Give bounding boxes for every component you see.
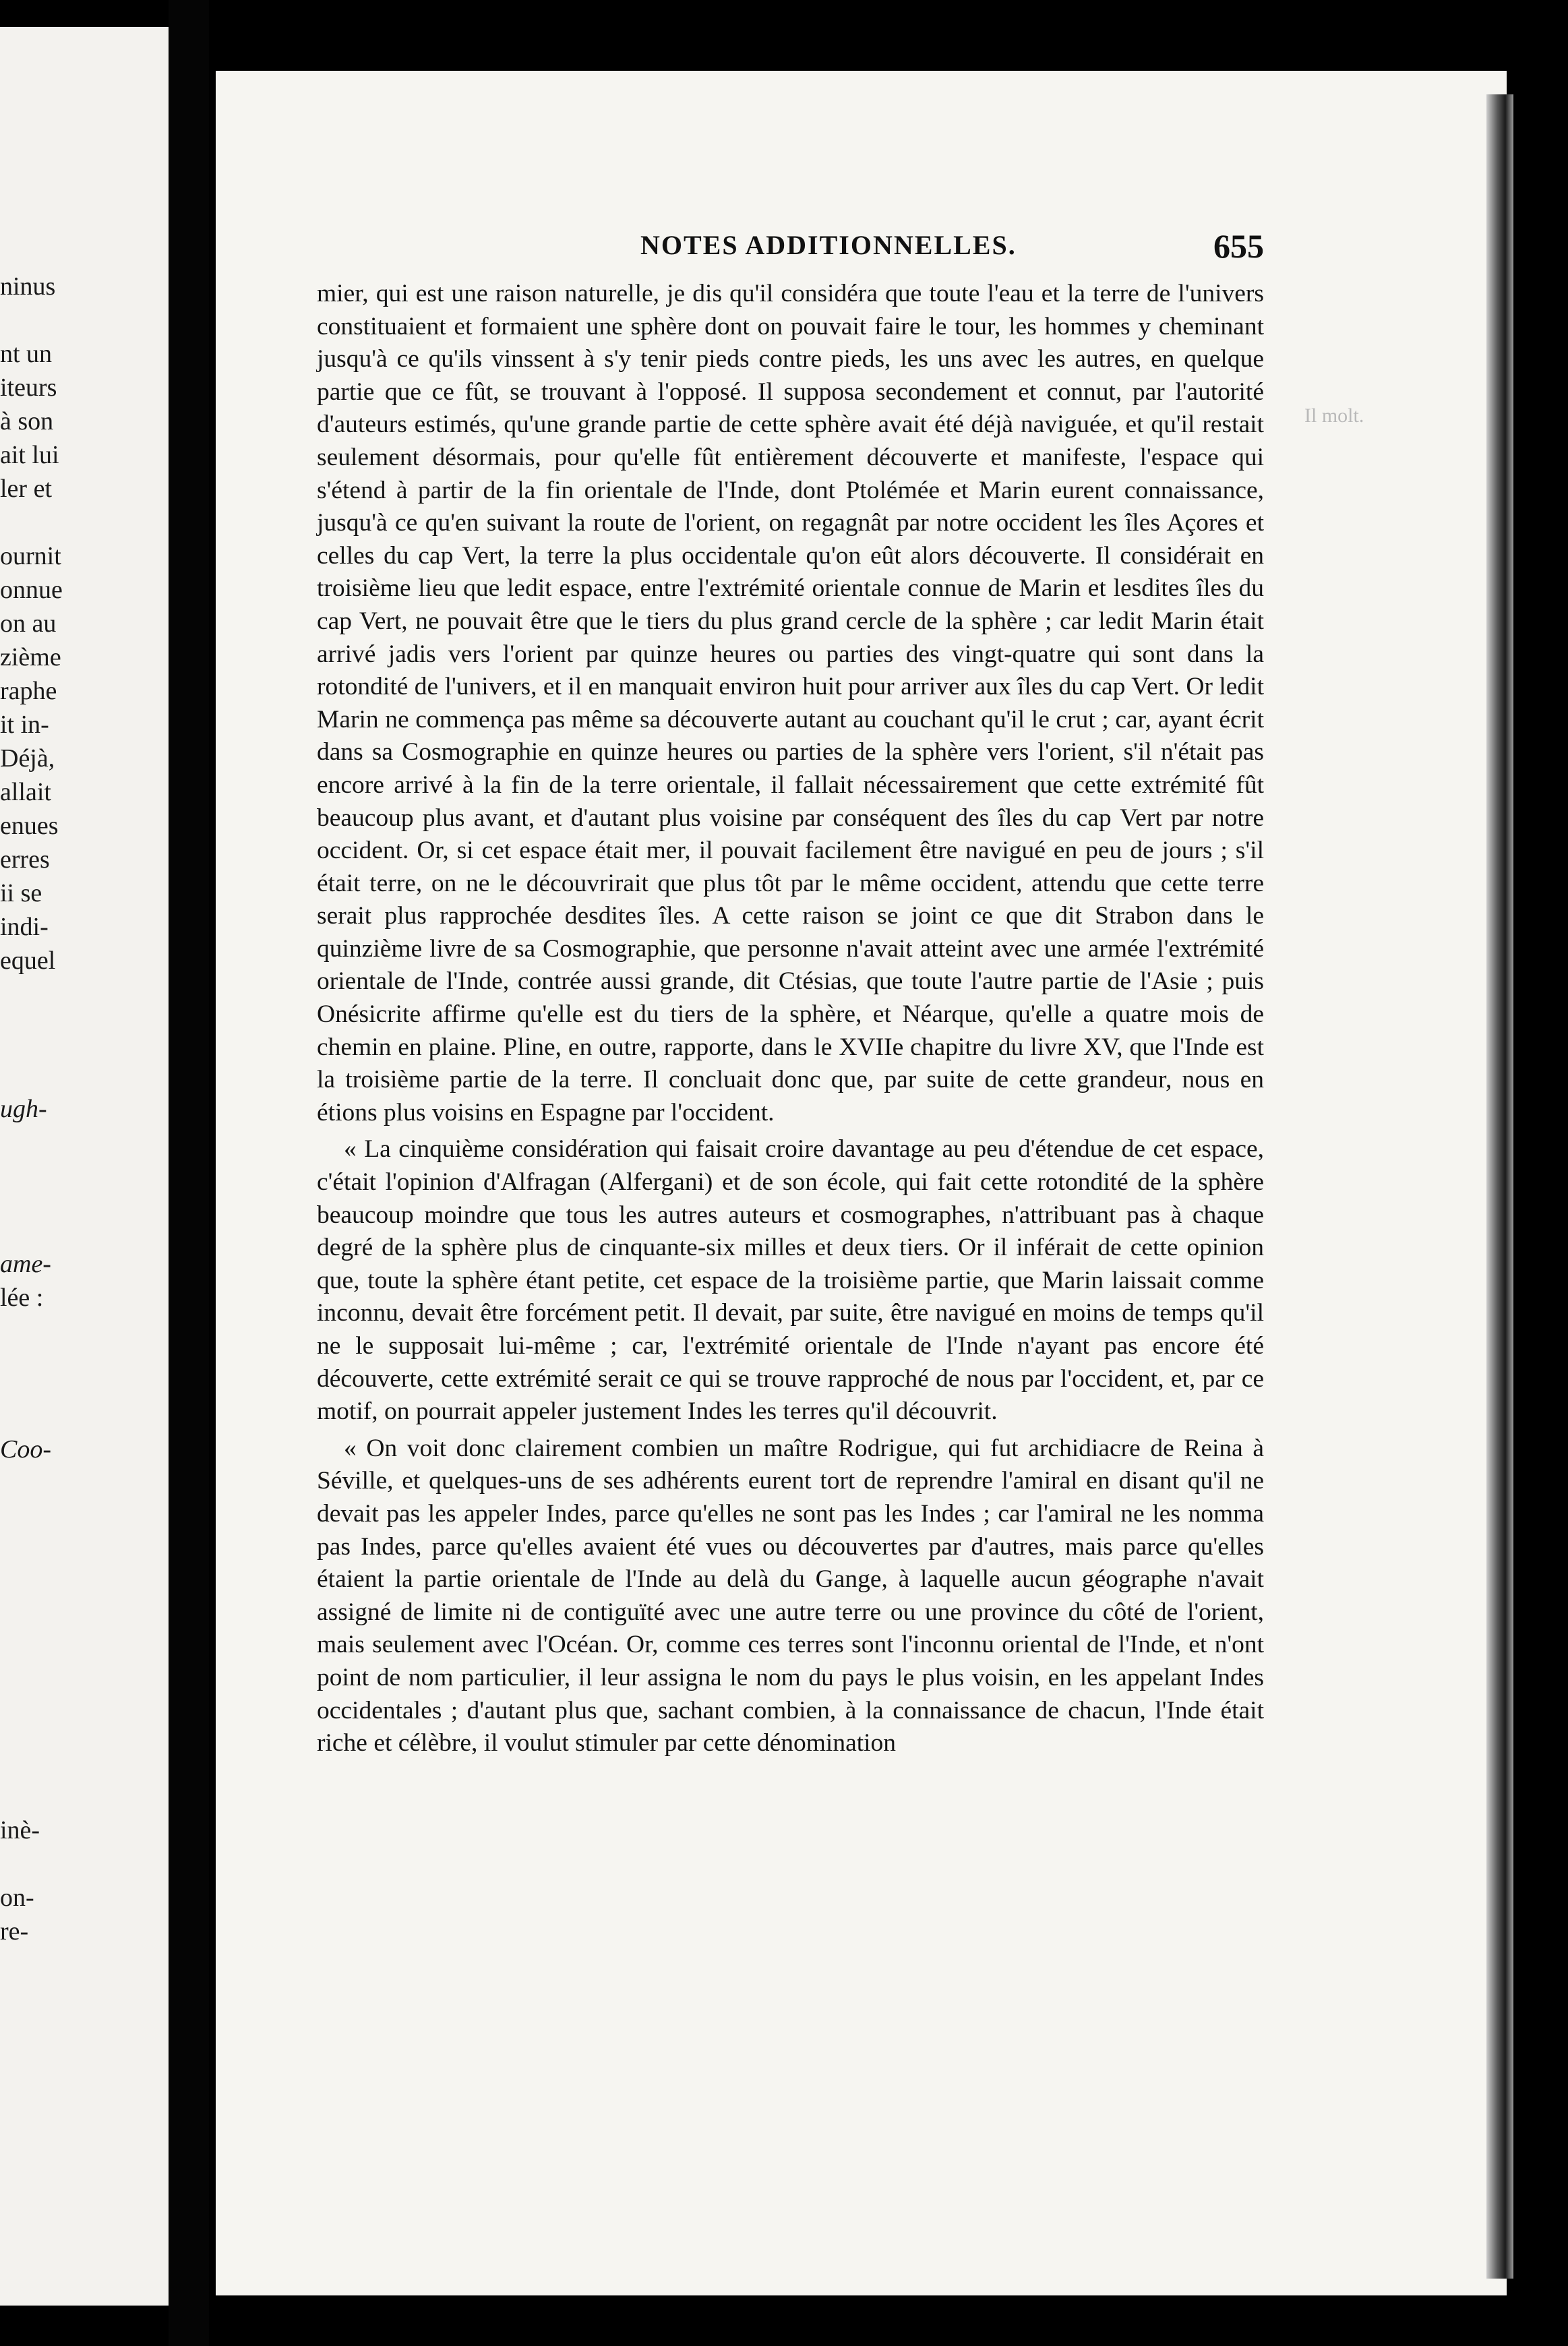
left-fragment: ii se — [0, 879, 42, 907]
left-fragment: Déjà, — [0, 744, 55, 773]
left-fragment: onnue — [0, 576, 63, 604]
left-fragment: indi- — [0, 913, 49, 941]
left-fragment: iteurs — [0, 373, 57, 402]
paragraph: « La cinquième considération qui faisait croire davantage au peu d'étendue de cet espace, c'était l'opinion d'Alfragan (Alfergani) et de son école, qui fait cette rotondité de la sphère beaucoup moindre que tous les autres auteurs et cosmographes, n'attribuant pas à chaque degré de la sphère plus de cinquante-six milles et deux tiers. Or il inférait de cette opinion que, toute la sphère étant petite, cet espace de la troisième partie, que Marin laissait comme inconnu, devait être forcément petit. Il devait, par suite, être navigué en moins de temps qu'il ne le supposait lui-même ; car, l'extrémité orientale de l'Inde n'ayant pas encore été découverte, cette extrémité serait ce qui se trouve rapproché de nous par l'occident, et, par ce motif, on pourrait appeler justement Indes les terres qu'il découvrit. — [317, 1135, 1264, 1426]
paragraph: « On voit donc clairement combien un maître Rodrigue, qui fut archidiacre de Reina à Séville, et quelques-uns de ses adhérents eurent tort de reprendre l'amiral en disant qu'il ne devait pas les appeler Indes, parce qu'elles ne sont pas les Indes ; car l'amiral ne les nomma pas Indes, parce qu'elles avaient été vues ou découvertes par d'autres, mais parce qu'elles étaient la partie orientale de l'Inde au delà du Gange, à laquelle aucun géographe n'avait assigné de limite ni de contiguïté avec une autre terre ou une province du côté de l'orient, mais seulement avec l'Océan. Or, comme ces terres sont l'inconnu oriental de l'Inde, et n'ont point de nom particulier, il leur assigna le nom du pays le plus voisin, en les appelant Indes occidentales ; d'autant plus que, sachant combien, à la connaissance de chacun, l'Inde était riche et célèbre, il voulut stimuler par cette dénomination — [317, 1434, 1264, 1757]
left-fragment: à son — [0, 407, 54, 435]
left-fragment: on au — [0, 609, 57, 638]
left-fragment: ler et — [0, 475, 53, 503]
left-fragment: enues — [0, 812, 59, 840]
left-fragment: equel — [0, 946, 56, 975]
left-fragment: erres — [0, 845, 50, 874]
left-fragment: nt un — [0, 340, 53, 368]
left-fragment: ame- — [0, 1250, 51, 1278]
page-edge-binding — [1486, 94, 1513, 2279]
page-gutter — [169, 0, 209, 2346]
left-fragment: it in- — [0, 711, 49, 739]
left-fragment: ugh- — [0, 1095, 47, 1123]
left-page-edge — [0, 27, 169, 2306]
left-fragment: zième — [0, 643, 61, 671]
left-fragment: re- — [0, 1917, 29, 1946]
left-fragment: Coo- — [0, 1435, 51, 1464]
left-fragment: inè- — [0, 1816, 40, 1844]
left-fragment: allait — [0, 778, 51, 806]
left-fragment: on- — [0, 1884, 34, 1912]
left-fragment: ninus — [0, 272, 56, 301]
body-text — [317, 278, 1264, 1760]
paragraph: mier, qui est une raison naturelle, je dis qu'il considéra que toute l'eau et la terre de l'univers constituaient et formaient une sphère dont on pouvait faire le tour, les hommes y cheminant jusqu'à ce qu'ils vinssent à s'y tenir pieds contre pieds, les uns avec les autres, en quelque partie que ce fût, se trouvant à l'opposé. Il supposa secondement et connut, par l'autorité d'auteurs estimés, qu'une grande partie de cette sphère avait été déjà naviguée, et qu'il restait seulement désormais, pour qu'elle fût entièrement découverte et manifeste, l'espace qui s'étend à partir de la fin orientale de l'Inde, dont Ptolémée et Marin eurent connaissance, jusqu'à ce qu'en suivant la route de l'orient, on regagnât par notre occident les îles Açores et celles du cap Vert, la terre la plus occidentale qu'on eût alors découverte. Il considérait en troisième lieu que ledit espace, entre l'extrémité orientale connue de Marin et lesdites îles du cap Vert, ne pouvait être que le tiers du plus grand cercle de la sphère ; car ledit Marin était arrivé jadis vers l'orient par quinze heures ou parties des vingt-quatre qui sont dans la rotondité de l'univers, et il en manquait environ huit pour arriver aux îles du cap Vert. Or ledit Marin ne commença pas même sa découverte autant au couchant qu'il le crut ; car, ayant écrit dans sa Cosmographie en quinze heures ou parties de la sphère vers l'orient, s'il n'était pas encore arrivé à la fin de la terre orientale, il fallait nécessairement que cette extrémité fût beaucoup plus avant, et d'autant plus voisine par conséquent des îles du cap Vert par notre occident. Or, si cet espace était mer, il pouvait facilement être navigué en peu de jours ; s'il était terre, on ne le découvrirait que plus tôt par le même occident, attendu que cette terre serait plus rapprochée desdites îles. A cette raison se joint ce que dit Strabon dans le quinzième livre de sa Cosmographie, que personne n'avait atteint avec une armée l'extrémité orientale de l'Inde, contrée aussi grande, dit Ctésias, que toute l'autre partie de l'Asie ; puis Onésicrite affirme qu'elle est du tiers de la sphère, et Néarque, qu'elle a quatre mois de chemin en plaine. Pline, en outre, rapporte, dans le XVIIe chapitre du livre XV, que l'Inde est la troisième partie de la terre. Il concluait donc que, par suite de cette grandeur, nous en étions plus voisins en Espagne par l'occident. — [317, 280, 1264, 1126]
page-number: 655 — [1213, 227, 1264, 265]
left-fragment: ait lui — [0, 441, 59, 469]
running-head: NOTES ADDITIONNELLES. — [640, 230, 1017, 260]
page-header — [317, 229, 1264, 270]
margin-note: Il molt. — [1304, 404, 1364, 427]
left-fragment: lée : — [0, 1284, 44, 1312]
left-fragment: ournit — [0, 542, 61, 570]
left-fragment: raphe — [0, 677, 57, 705]
